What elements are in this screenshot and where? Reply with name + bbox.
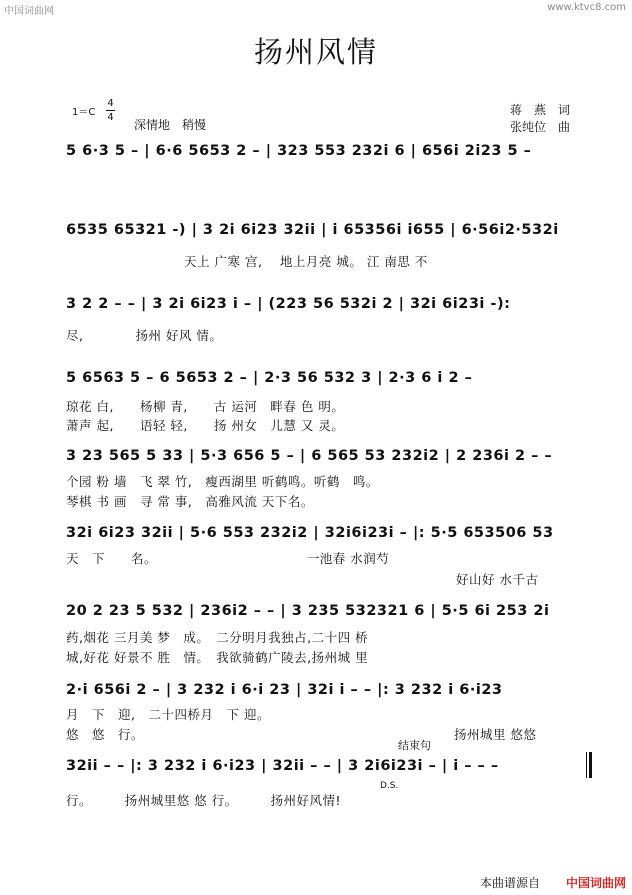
lyric-line-9: 行。 扬州城里悠 悠 行。 扬州好风情! <box>66 793 341 808</box>
final-barline-thick <box>589 752 592 778</box>
footer-source: 本曲谱源自 <box>479 876 540 890</box>
lyric-line-8c: 扬州城里 悠悠 <box>454 727 537 742</box>
footer-site: 中国词曲网 <box>565 876 626 890</box>
music-line-3: 3 2 2 – – | 3 2i 6i23 i – | (223 56 532i 2 | 32i 6i23i ‑): <box>66 296 511 312</box>
music-line-1: 5 6·3 5 – | 6·6 5653 2 – | 323 553 232i 6 | 656i 2i23 5 – <box>66 143 532 159</box>
music-line-9: 32ii – – |: 3 232 i 6·i23 | 32ii – – | 3 2i6i23i – | i – – – <box>66 758 499 774</box>
watermark-left: 中国词曲网 <box>4 6 54 17</box>
music-line-4: 5 6563 5 – 6 5653 2 – | 2·3 56 532 3 | 2·3 6 i 2 – <box>66 370 473 386</box>
final-barline-thin <box>586 752 587 778</box>
lyric-line-3: 尽, 扬州 好风 情。 <box>66 328 223 343</box>
ending-marker: 结束句 <box>398 739 431 752</box>
key-signature: 1＝C <box>72 107 96 118</box>
lyric-line-2: 天上 广寒 宫, 地上月亮 城。 江 南思 不 <box>184 254 428 269</box>
music-line-5: 3 23 565 5 33 | 5·3 656 5 – | 6 565 53 232i2 | 2 236i 2 – – <box>66 448 553 464</box>
music-line-7: 20 2 23 5 532 | 236i2 – – | 3 235 532321 6 | 5·5 6i 253 2i <box>66 603 550 619</box>
music-line-2: 6535 65321 ‑) | 3 2i 6i23 32ii | i 65356i i655 | 6·56i2·532i <box>66 222 559 238</box>
music-line-6: 32i 6i23 32ii | 5·6 553 232i2 | 32i6i23i – |: 5·5 653506 53 <box>66 525 554 541</box>
lyricist-credit: 蒋 燕 词 <box>510 103 571 117</box>
lyric-line-6b: 好山好 水千古 <box>456 572 539 587</box>
lyric-line-8b: 悠 悠 行。 <box>66 727 145 742</box>
watermark-right: www.ktvc8.com <box>547 2 626 13</box>
song-title: 扬州风情 <box>253 35 378 69</box>
meter-top: 4 <box>107 98 114 109</box>
lyric-line-8a: 月 下 迎, 二十四桥月 下 迎。 <box>66 707 270 722</box>
lyric-line-5b: 琴棋 书 画 寻 常 事, 高雅风流 天下名。 <box>66 494 314 509</box>
lyric-line-4a: 琼花 白, 杨柳 青, 古 运河 畔春 色 明。 <box>66 399 345 414</box>
lyric-line-5a: 个园 粉 墙 飞 翠 竹, 瘦西湖里 听鹤鸣。听鹤 鸣。 <box>66 474 379 489</box>
lyric-line-7a: 药,烟花 三月美 梦 成。 二分明月我独占,二十四 桥 <box>66 630 369 645</box>
lyric-line-7b: 城,好花 好景不 胜 情。 我欲骑鹤广陵去,扬州城 里 <box>66 650 369 665</box>
meter-bottom: 4 <box>107 112 114 123</box>
time-signature <box>106 97 115 124</box>
composer-credit: 张纯位 曲 <box>510 120 571 134</box>
tempo-marking: 深情地 稍慢 <box>134 118 207 132</box>
ds-marker: D.S. <box>380 781 399 791</box>
lyric-line-6a: 天 下 名。 一池春 水润芍 <box>66 551 390 566</box>
lyric-line-4b: 萧声 起, 语轻 轻, 扬 州女 儿慧 又 灵。 <box>66 418 345 433</box>
music-line-8: 2·i 656i 2 – | 3 232 i 6·i 23 | 32i i – – |: 3 232 i 6·i23 <box>66 682 503 698</box>
